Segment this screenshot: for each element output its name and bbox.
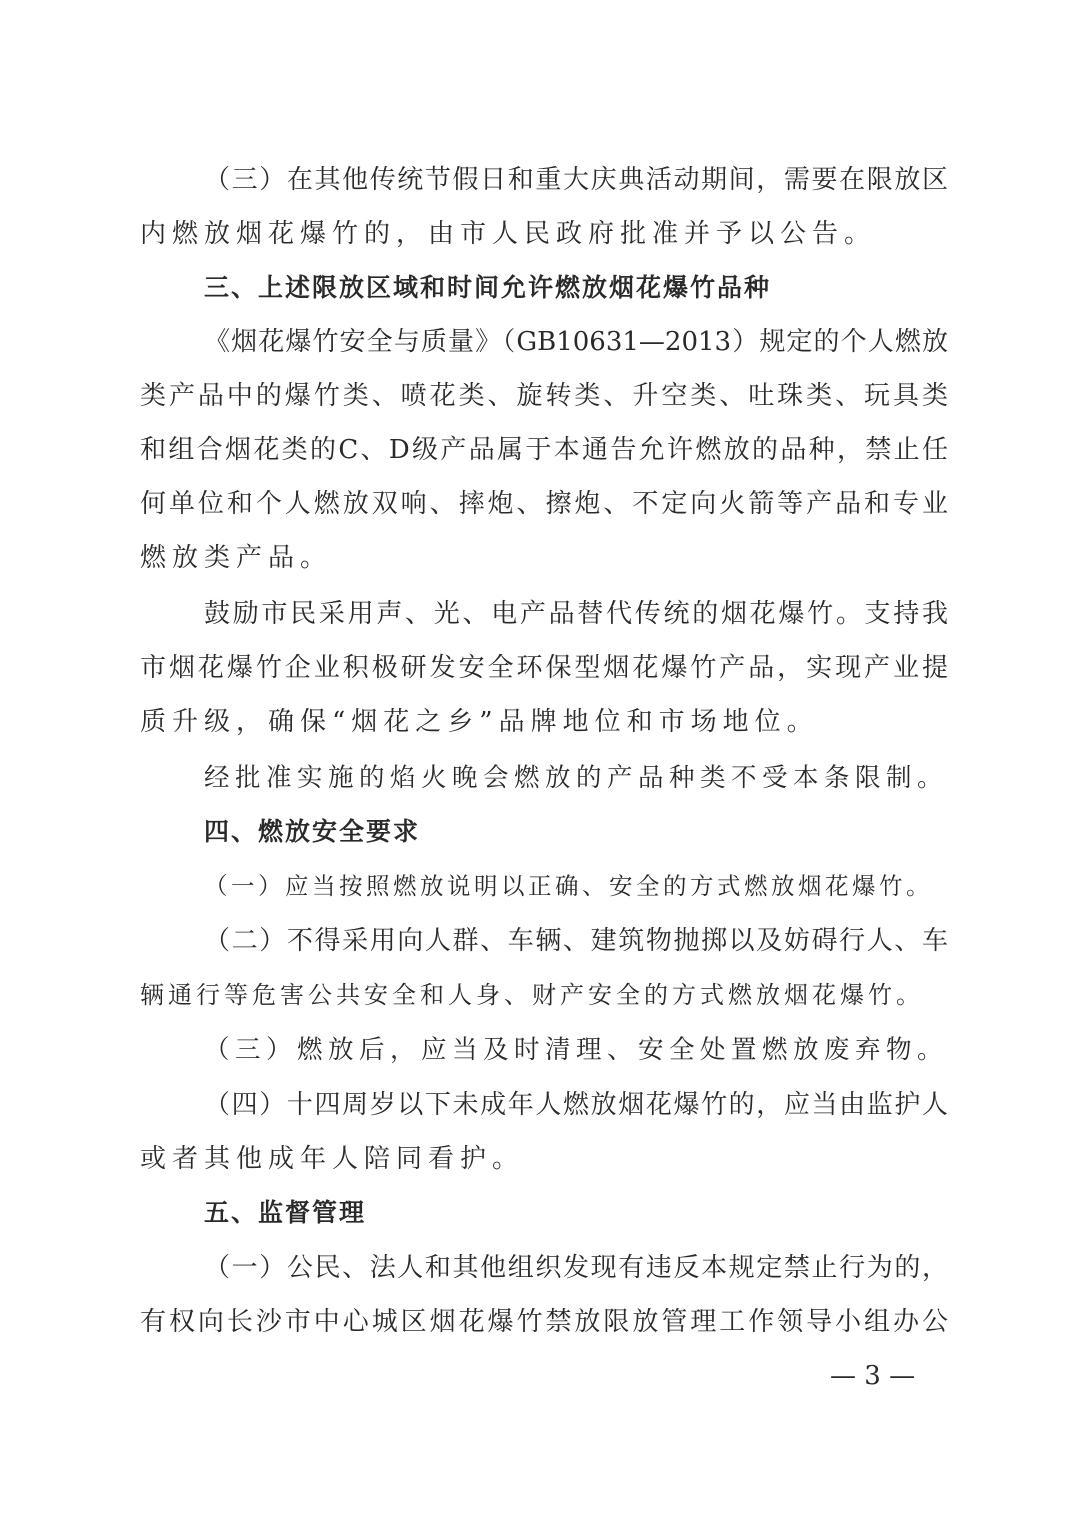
paragraph-line: 何单位和个人燃放双响、摔炮、擦炮、不定向火箭等产品和专业 [140,489,948,519]
paragraph-line: 或者其他成年人陪同看护。 [140,1144,525,1174]
paragraph-line: （三）在其他传统节假日和重大庆典活动期间，需要在限放区 [204,165,948,195]
paragraph-line: （三）燃放后，应当及时清理、安全处置燃放废弃物。 [204,1035,949,1065]
paragraph-line: 类产品中的爆竹类、喷花类、旋转类、升空类、吐珠类、玩具类 [140,381,948,411]
paragraph-line: （四）十四周岁以下未成年人燃放烟花爆竹的，应当由监护人 [204,1090,948,1120]
paragraph-line: （一）公民、法人和其他组织发现有违反本规定禁止行为的， [204,1253,948,1283]
section-heading: 三、上述限放区域和时间允许燃放烟花爆竹品种 [204,273,772,302]
paragraph-line: 经批准实施的焰火晚会燃放的产品种类不受本条限制。 [204,763,949,793]
paragraph-line: 有权向长沙市中心城区烟花爆竹禁放限放管理工作领导小组办公 [140,1307,948,1337]
paragraph-line: 内燃放烟花爆竹的，由市人民政府批准并予以公告。 [140,219,877,249]
paragraph-line: 和组合烟花类的C、D级产品属于本通告允许燃放的品种，禁止任 [140,435,948,465]
paragraph-line: （一）应当按照燃放说明以正确、安全的方式燃放烟花爆竹。 [204,872,933,900]
section-heading: 五、监督管理 [204,1198,367,1227]
paragraph-line: 鼓励市民采用声、光、电产品替代传统的烟花爆竹。支持我 [204,599,948,629]
paragraph-line: 辆通行等危害公共安全和人身、财产安全的方式燃放烟花爆竹。 [140,981,924,1009]
paragraph-line: 市烟花爆竹企业积极研发安全环保型烟花爆竹产品，实现产业提 [140,653,948,683]
paragraph-line: 燃放类产品。 [140,543,333,573]
paragraph-line: （二）不得采用向人群、车辆、建筑物抛掷以及妨碍行人、车 [204,926,948,956]
paragraph-line: 质升级，确保“烟花之乡”品牌地位和市场地位。 [140,707,819,737]
section-heading: 四、燃放安全要求 [204,817,421,846]
paragraph-line: 《烟花爆竹安全与质量》（GB10631—2013）规定的个人燃放 [204,327,948,357]
page-number: — 3 — [830,1361,916,1391]
